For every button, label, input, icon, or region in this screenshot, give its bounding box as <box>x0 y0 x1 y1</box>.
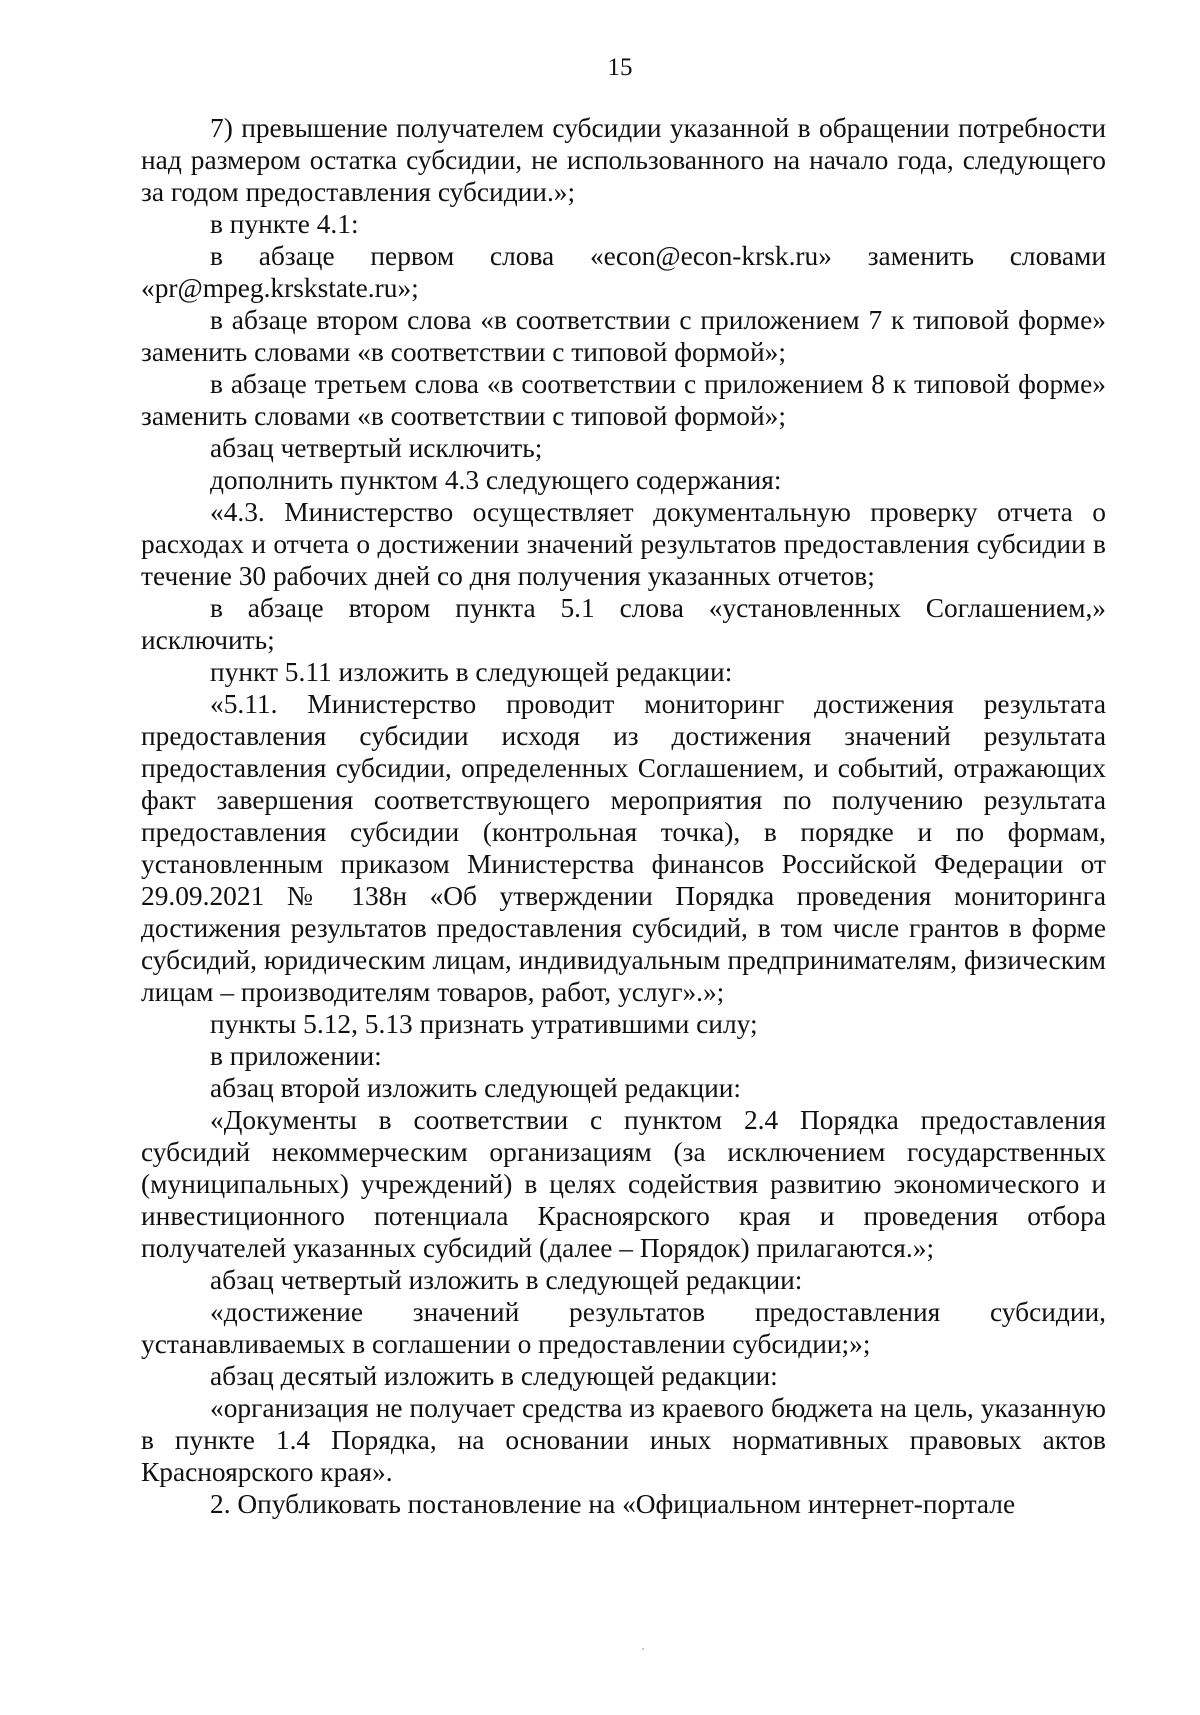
paragraph: «5.11. Министерство проводит мониторинг достижения результата предоставления субсидии исходя из достижения значений результата предоставления субсидии, определенных Соглашением, и событий, отражающих факт завершения соответствующего мероприятия по получению результата предоставления субсидии (контрольная точка), в порядке и по формам, установленным приказом Министерства финансов Российской Федерации от 29.09.2021 № 138н «Об утверждении Порядка проведения мониторинга достижения результатов предоставления субсидий, в том числе грантов в форме субсидий, юридическим лицам, индивидуальным предпринимателям, физическим лицам – производителям товаров, работ, услуг».»; <box>141 689 1106 1007</box>
paragraph: «достижение значений результатов предоставления субсидии, устанавливаемых в соглашении о предоставлении субсидии;»; <box>141 1297 1106 1359</box>
paragraph: в абзаце третьем слова «в соответствии с приложением 8 к типовой форме» заменить словами «в соответствии с типовой формой»; <box>141 369 1106 431</box>
paragraph: «4.3. Министерство осуществляет документальную проверку отчета о расходах и отчета о достижении значений результатов предоставления субсидии в течение 30 рабочих дней со дня получения указанных отчетов; <box>141 497 1106 591</box>
paragraph: 7) превышение получателем субсидии указанной в обращении потребности над размером остатка субсидии, не использованного на начало года, следующего за годом предоставления субсидии.»; <box>141 113 1106 207</box>
paragraph: «организация не получает средства из краевого бюджета на цель, указанную в пункте 1.4 Порядка, на основании иных нормативных правовых актов Красноярского края». <box>141 1393 1106 1487</box>
paragraph: пункт 5.11 изложить в следующей редакции: <box>210 657 733 687</box>
paragraph: в абзаце втором пункта 5.1 слова «установленных Соглашением,» исключить; <box>141 593 1106 655</box>
paragraph: в приложении: <box>210 1041 382 1071</box>
page-number: 15 <box>607 54 633 81</box>
paragraph: дополнить пунктом 4.3 следующего содержания: <box>210 465 782 495</box>
paragraph: абзац второй изложить следующей редакции: <box>210 1073 742 1103</box>
paragraph: в пункте 4.1: <box>210 209 359 239</box>
paragraph: пункты 5.12, 5.13 признать утратившими силу; <box>210 1009 758 1039</box>
scan-speck <box>642 1648 644 1650</box>
document-body <box>141 112 1106 1520</box>
paragraph: «Документы в соответствии с пунктом 2.4 Порядка предоставления субсидий некоммерческим организациям (за исключением государственных (муниципальных) учреждений) в целях содействия развитию экономического и инвестиционного потенциала Красноярского края и проведения отбора получателей указанных субсидий (далее – Порядок) прилагаются.»; <box>141 1105 1106 1263</box>
paragraph: абзац четвертый изложить в следующей редакции: <box>210 1265 803 1295</box>
paragraph: в абзаце втором слова «в соответствии с приложением 7 к типовой форме» заменить словами «в соответствии с типовой формой»; <box>141 305 1106 367</box>
paragraph: в абзаце первом слова «econ@econ-krsk.ru» заменить словами «pr@mpeg.krskstate.ru»; <box>141 241 1106 303</box>
paragraph: абзац четвертый исключить; <box>210 433 543 463</box>
paragraph: 2. Опубликовать постановление на «Официальном интернет-портале <box>210 1489 1016 1519</box>
paragraph: абзац десятый изложить в следующей редакции: <box>210 1361 778 1391</box>
